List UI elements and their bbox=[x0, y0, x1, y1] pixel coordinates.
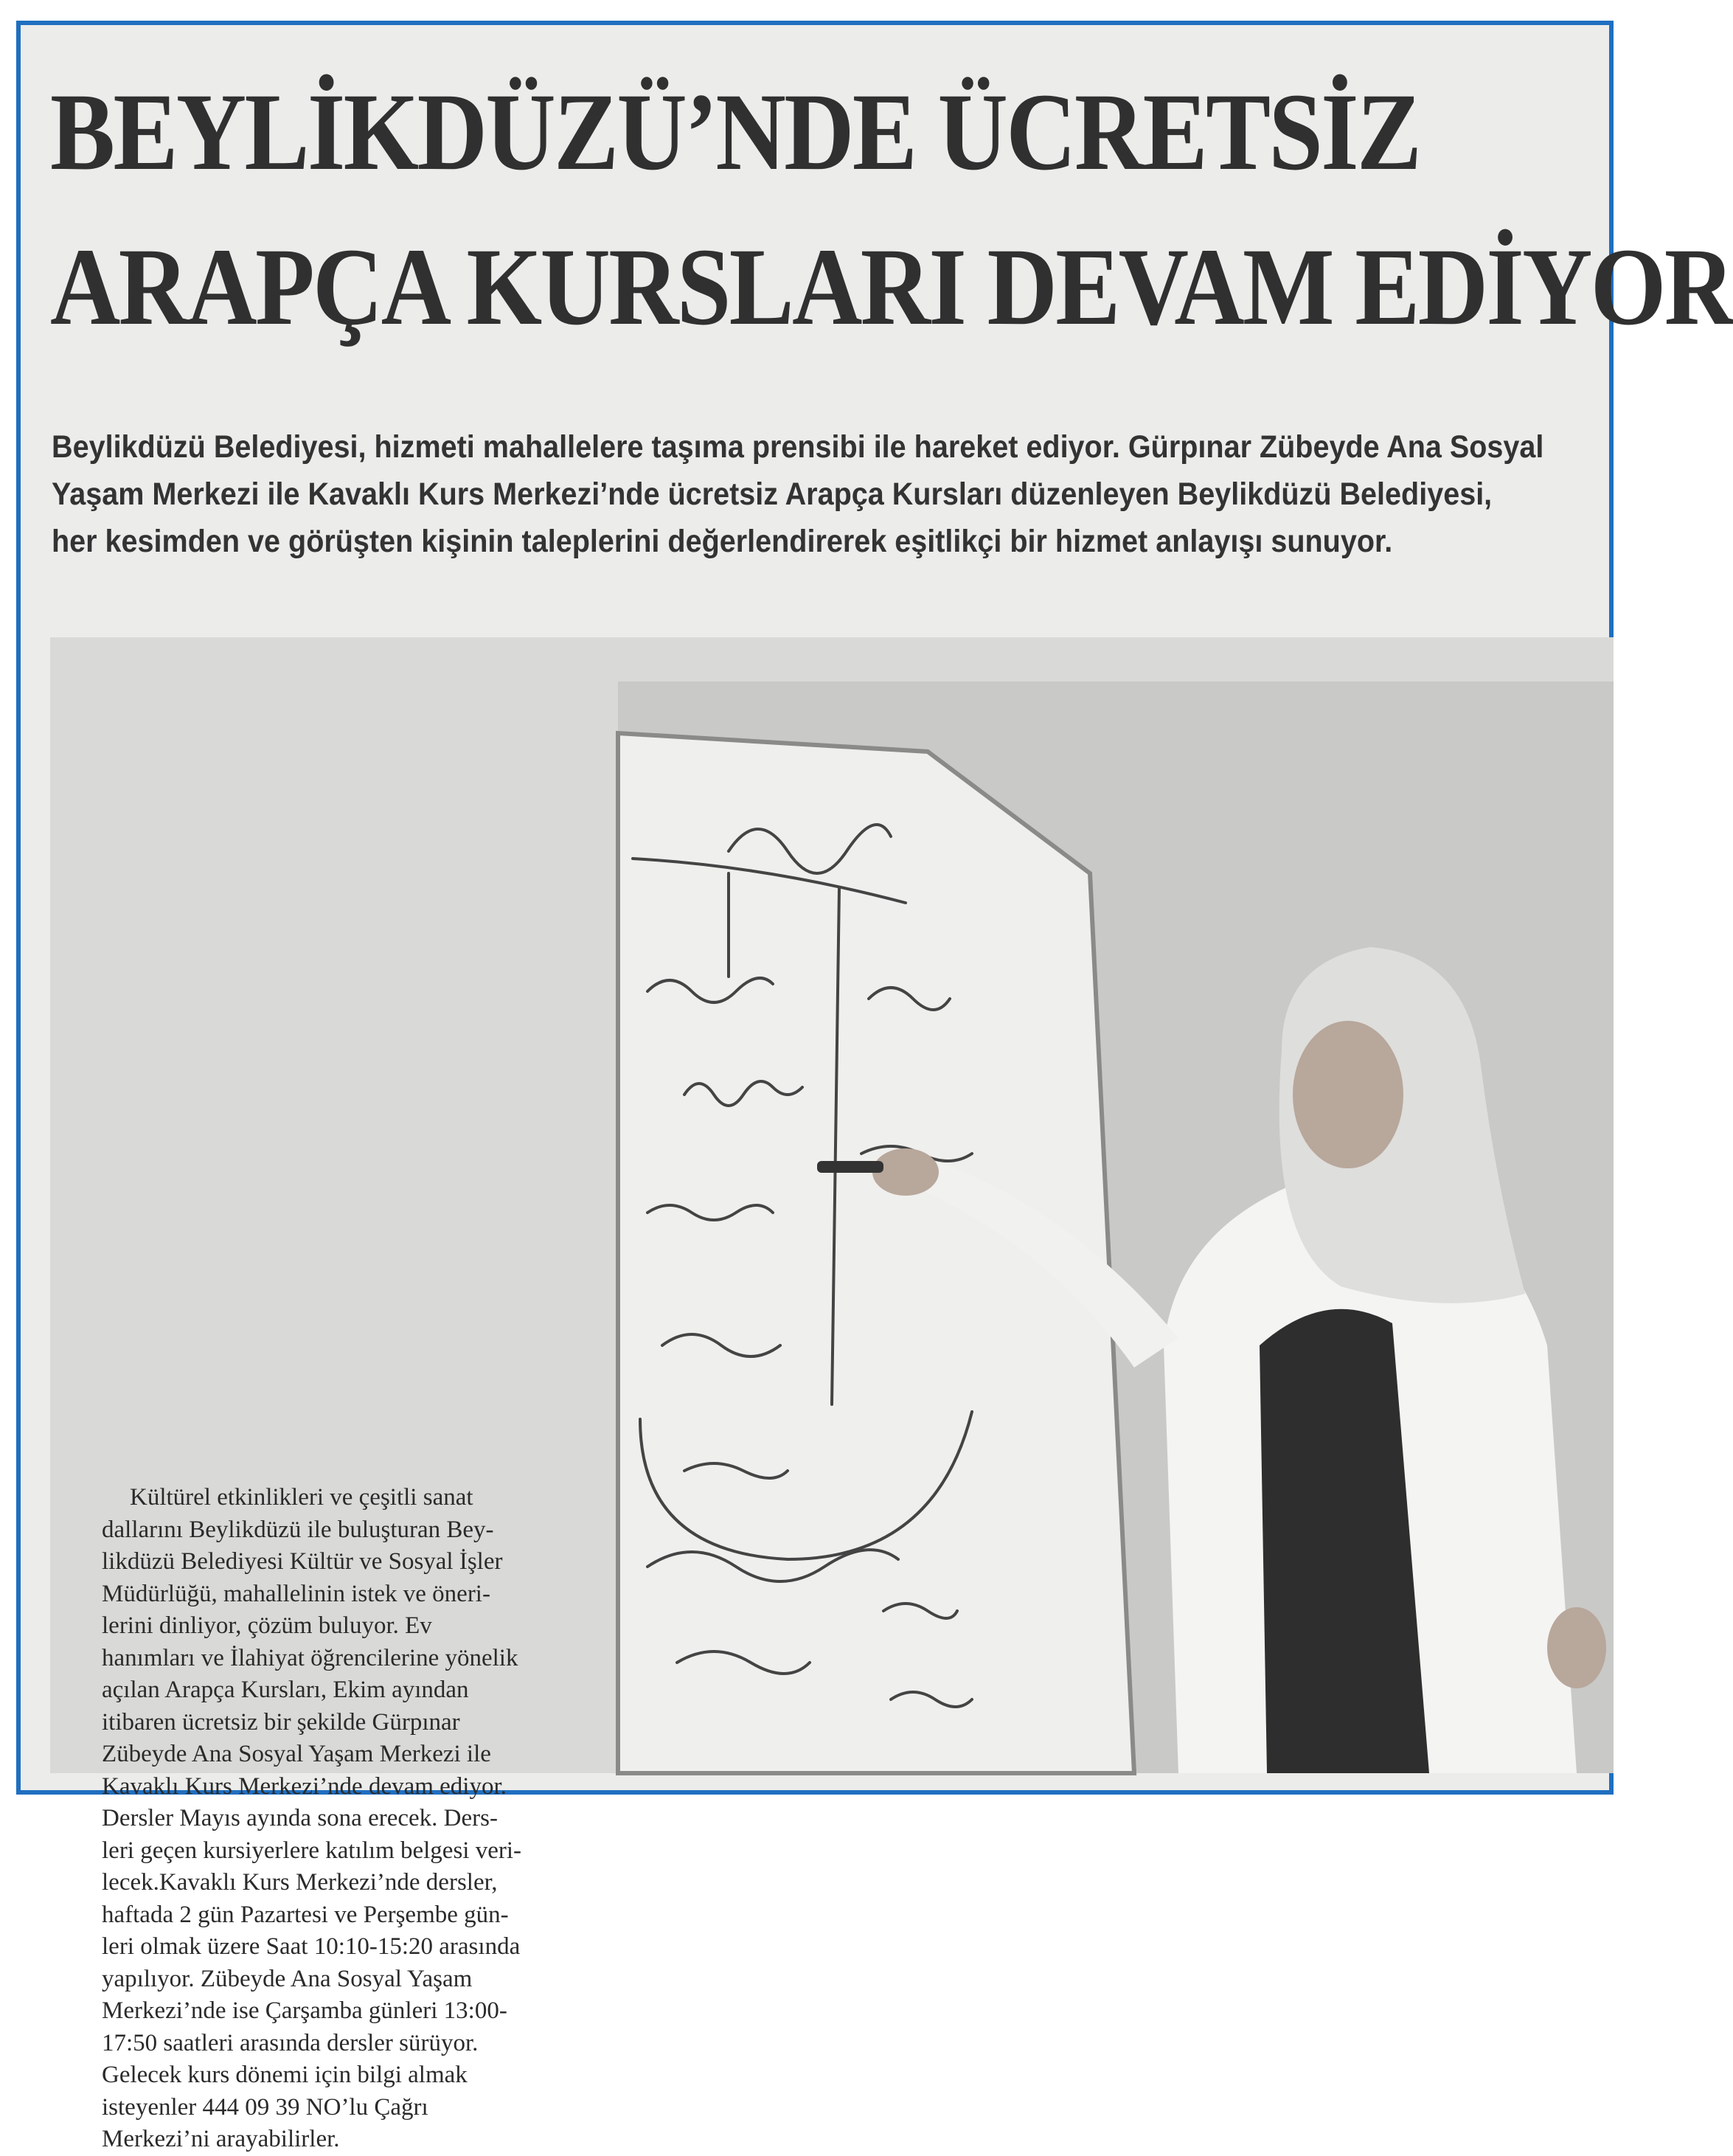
body-line: lerini dinliyor, çözüm buluyor. Ev bbox=[102, 1612, 432, 1639]
body-line: haftada 2 gün Pazartesi ve Perşembe gün- bbox=[102, 1901, 509, 1928]
headline-line-2: ARAPÇA KURSLARI DEVAM EDİYOR bbox=[50, 226, 1733, 348]
body-line: lecek.Kavaklı Kurs Merkezi’nde dersler, bbox=[102, 1869, 498, 1896]
body-line: Müdürlüğü, mahallelinin istek ve öneri- bbox=[102, 1580, 490, 1607]
headline bbox=[50, 55, 1733, 364]
lead-line-3: her kesimden ve görüşten kişinin taleplerini değerlendirerek eşitlikçi bir hizmet anlayışı sunuyor. bbox=[52, 524, 1393, 559]
lead-line-1: Beylikdüzü Belediyesi, hizmeti mahallelere taşıma prensibi ile hareket ediyor. Gürpınar Zübeyde Ana Sosyal bbox=[52, 429, 1544, 465]
body-line: dallarını Beylikdüzü ile buluşturan Bey- bbox=[102, 1516, 494, 1543]
body-line: Merkezi’ni arayabilirler. bbox=[102, 2126, 340, 2152]
body-line: Kavaklı Kurs Merkezi’nde devam ediyor. bbox=[102, 1772, 507, 1800]
body-line: leri geçen kursiyerlere katılım belgesi veri- bbox=[102, 1837, 522, 1864]
body-line: isteyenler 444 09 39 NO’lu Çağrı bbox=[102, 2093, 428, 2121]
newspaper-clipping bbox=[16, 21, 1733, 2152]
body-text bbox=[102, 1482, 611, 2156]
body-line: Zübeyde Ana Sosyal Yaşam Merkezi ile bbox=[102, 1741, 491, 1767]
lead-line-2: Yaşam Merkezi ile Kavaklı Kurs Merkezi’nde ücretsiz Arapça Kursları düzenleyen Beylikdüzü Belediyesi, bbox=[52, 476, 1493, 512]
body-line: leri olmak üzere Saat 10:10-15:20 arasında bbox=[102, 1933, 521, 1960]
photo-panel bbox=[50, 637, 1614, 2152]
article-photo bbox=[618, 682, 1614, 1773]
body-line: likdüzü Belediyesi Kültür ve Sosyal İşler bbox=[102, 1548, 503, 1575]
body-line: itibaren ücretsiz bir şekilde Gürpınar bbox=[102, 1708, 460, 1736]
body-line: açılan Arapça Kursları, Ekim ayından bbox=[102, 1677, 469, 1703]
body-line: yapılıyor. Zübeyde Ana Sosyal Yaşam bbox=[102, 1965, 473, 1992]
headline-line-1: BEYLİKDÜZÜ’NDE ÜCRETSİZ bbox=[50, 71, 1420, 193]
body-line: Dersler Mayıs ayında sona erecek. Ders- bbox=[102, 1805, 498, 1831]
teacher-whiteboard-illustration bbox=[618, 682, 1614, 1773]
body-line: 17:50 saatleri arasında dersler sürüyor. bbox=[102, 2029, 479, 2056]
body-line: Kültürel etkinlikleri ve çeşitli sanat bbox=[130, 1484, 473, 1511]
body-line: Merkezi’nde ise Çarşamba günleri 13:00- bbox=[102, 1997, 507, 2024]
body-line: Gelecek kurs dönemi için bilgi almak bbox=[102, 2062, 468, 2088]
lead-paragraph bbox=[52, 423, 1571, 565]
body-line: hanımları ve İlahiyat öğrencilerine yönelik bbox=[102, 1644, 518, 1671]
